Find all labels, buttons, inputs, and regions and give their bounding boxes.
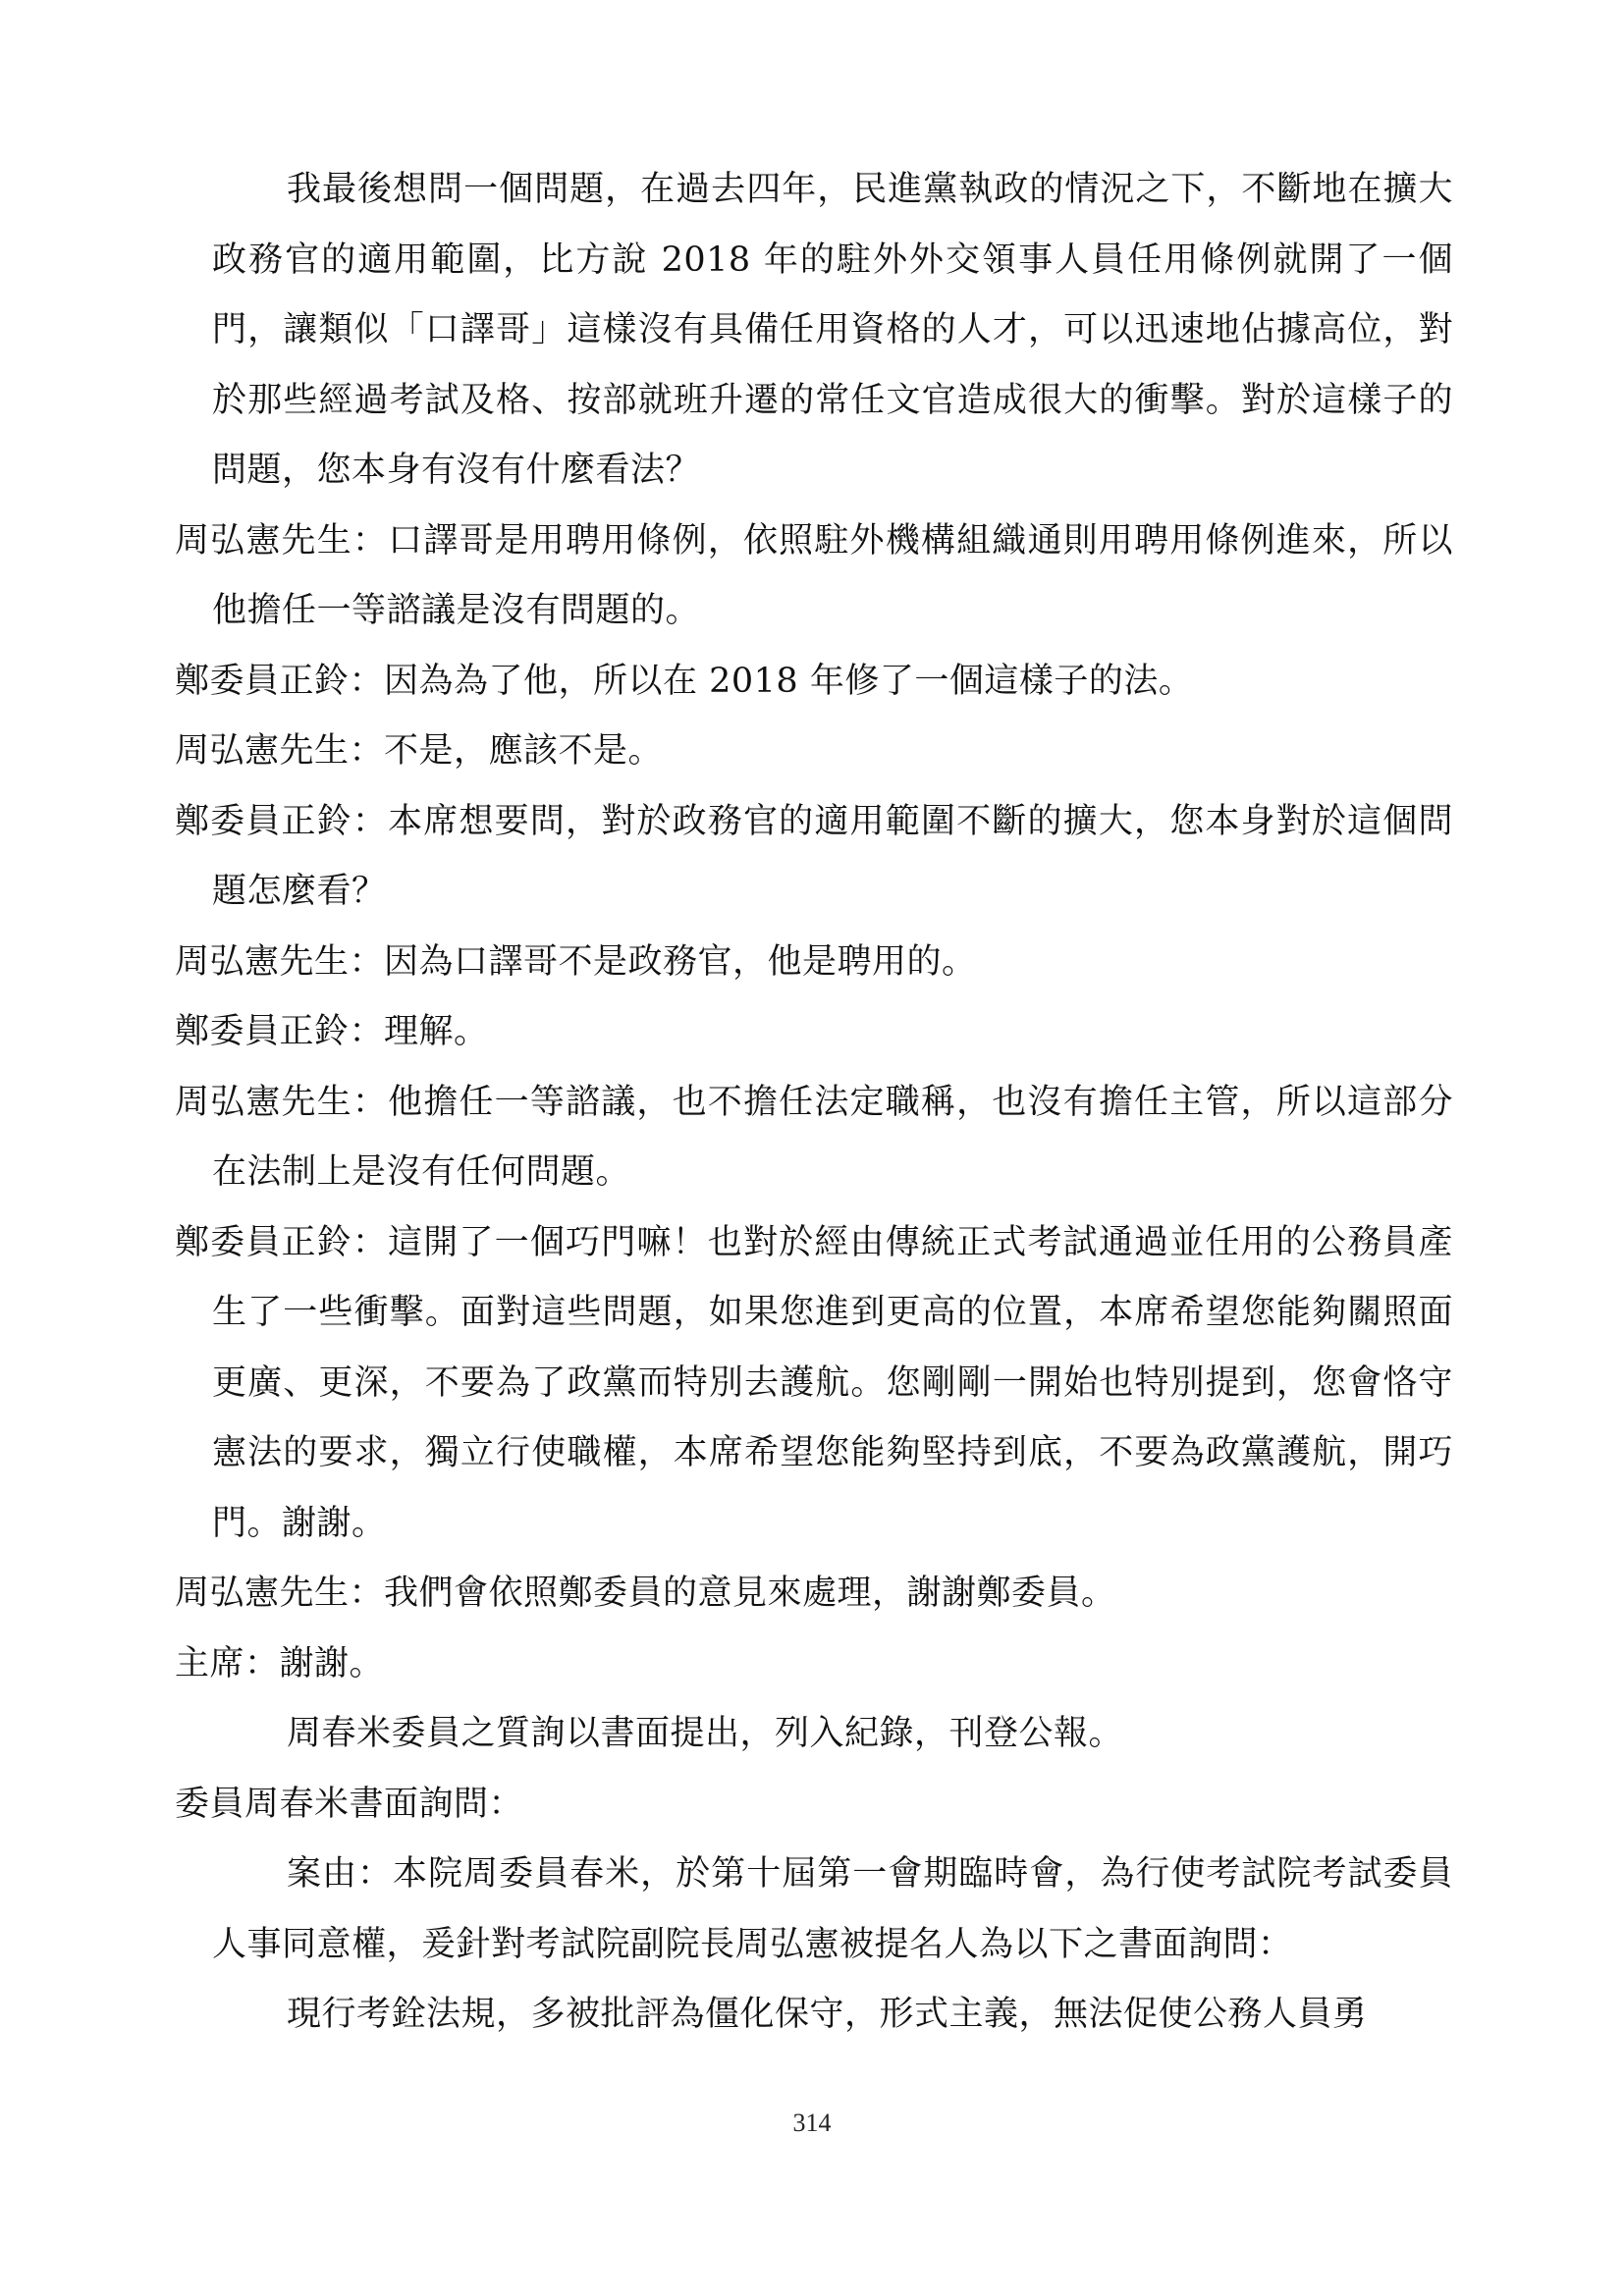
paragraph-case: 案由：本院周委員春米，於第十屆第一會期臨時會，為行使考試院考試委員人事同意權，爰針對考試院副院長周弘憲被提名人為以下之書面詢問： [212,1854,1453,1964]
document-body [175,155,1453,2051]
paragraph-note: 周春米委員之質詢以書面提出，列入紀錄，刊登公報。 [287,1714,1124,1753]
paragraph-heading: 委員周春米書面詢問： [175,1784,524,1824]
paragraph-statement: 鄭委員正鈴：本席想要問，對於政務官的適用範圍不斷的擴大，您本身對於這個問題怎麼看？ [175,801,1453,911]
paragraph-statement: 鄭委員正鈴：理解。 [175,1012,489,1051]
paragraph-chair: 主席：謝謝。 [175,1643,385,1683]
paragraph-reply: 周弘憲先生：我們會依照鄭委員的意見來處理，謝謝鄭委員。 [175,1574,1116,1613]
paragraph-question: 我最後想問一個問題，在過去四年，民進黨執政的情況之下，不斷地在擴大政務官的適用範圍，比方說 2018 年的駐外外交領事人員任用條例就開了一個門，讓類似「口譯哥」這樣沒有具備任用資格的人才，可以迅速地佔據高位，對於那些經過考試及格、按部就班升遷的常任文官造成很大的衝擊。對於這樣子的問題，您本身有沒有什麼看法？ [212,170,1453,490]
paragraph-body: 現行考銓法規，多被批評為僵化保守，形式主義，無法促使公務人員勇 [287,1995,1368,2034]
paragraph-reply: 周弘憲先生：不是，應該不是。 [175,731,664,771]
paragraph-reply: 周弘憲先生：因為口譯哥不是政務官，他是聘用的。 [175,941,977,982]
paragraph-reply: 周弘憲先生：他擔任一等諮議，也不擔任法定職稱，也沒有擔任主管，所以這部分在法制上是沒有任何問題。 [175,1082,1453,1192]
paragraph-statement: 鄭委員正鈴：這開了一個巧門嘛！也對於經由傳統正式考試通過並任用的公務員產生了一些衝擊。面對這些問題，如果您進到更高的位置，本席希望您能夠關照面更廣、更深，不要為了政黨而特別去護航。您剛剛一開始也特別提到，您會恪守憲法的要求，獨立行使職權，本席希望您能夠堅持到底，不要為政黨護航，開巧門。謝謝。 [175,1222,1453,1543]
page-number: 314 [792,2109,832,2137]
paragraph-statement: 鄭委員正鈴：因為為了他，所以在 2018 年修了一個這樣子的法。 [175,661,1194,701]
paragraph-reply: 周弘憲先生：口譯哥是用聘用條例，依照駐外機構組織通則用聘用條例進來，所以他擔任一等諮議是沒有問題的。 [175,520,1453,630]
